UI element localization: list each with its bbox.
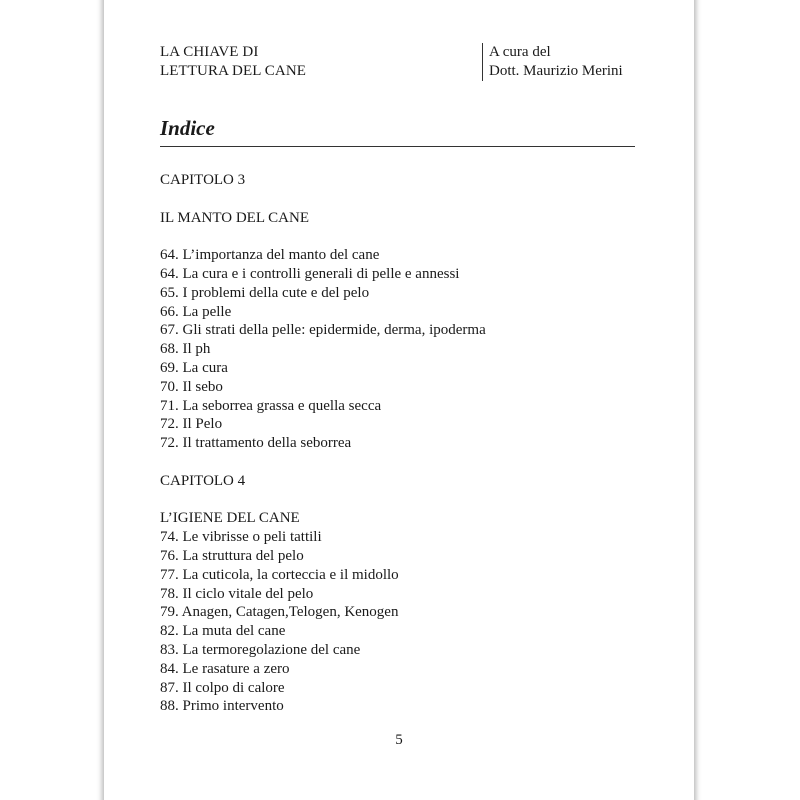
toc-entry[interactable]: 79. Anagen, Catagen,Telogen, Kenogen bbox=[160, 604, 399, 621]
toc-entry[interactable]: 84. Le rasature a zero bbox=[160, 660, 290, 677]
chapter-4-heading: L’IGIENE DEL CANE bbox=[160, 510, 300, 527]
book-title-line-2: LETTURA DEL CANE bbox=[160, 63, 307, 79]
toc-entry[interactable]: 68. Il ph bbox=[160, 341, 211, 358]
toc-entry[interactable]: 88. Primo intervento bbox=[160, 698, 284, 715]
toc-entry[interactable]: 65. I problemi della cute e del pelo bbox=[160, 284, 370, 301]
chapter-3-heading: IL MANTO DEL CANE bbox=[160, 209, 310, 226]
author-credit-line-2: Dott. Maurizio Merini bbox=[489, 63, 623, 79]
spacer bbox=[160, 227, 640, 246]
toc-entry[interactable]: 87. Il colpo di calore bbox=[160, 679, 285, 696]
toc-entry[interactable]: 83. La termoregolazione del cane bbox=[160, 641, 361, 658]
toc-entry[interactable]: 71. La seborrea grassa e quella secca bbox=[160, 397, 382, 414]
toc-entry[interactable]: 74. Le vibrisse o peli tattili bbox=[160, 529, 322, 546]
toc-entry[interactable]: 76. La struttura del pelo bbox=[160, 547, 304, 564]
toc-entry[interactable]: 82. La muta del cane bbox=[160, 623, 286, 640]
table-of-contents bbox=[160, 171, 640, 716]
spacer bbox=[160, 491, 640, 510]
chapter-3-label: CAPITOLO 3 bbox=[160, 172, 246, 188]
toc-entry[interactable]: 72. Il Pelo bbox=[160, 416, 223, 433]
toc-entry[interactable]: 64. L’importanza del manto del cane bbox=[160, 247, 380, 264]
page-title: Indice bbox=[160, 116, 215, 140]
chapter-4-label: CAPITOLO 4 bbox=[160, 472, 246, 489]
spacer bbox=[160, 190, 640, 209]
title-divider bbox=[160, 146, 635, 147]
toc-entry[interactable]: 78. Il ciclo vitale del pelo bbox=[160, 585, 314, 602]
toc-entry[interactable]: 77. La cuticola, la corteccia e il midollo bbox=[160, 566, 399, 583]
spacer bbox=[160, 453, 640, 472]
toc-entry[interactable]: 66. La pelle bbox=[160, 303, 232, 320]
toc-entry[interactable]: 67. Gli strati della pelle: epidermide, derma, ipoderma bbox=[160, 322, 486, 339]
author-credit-line-1: A cura del bbox=[489, 44, 551, 60]
toc-entry[interactable]: 64. La cura e i controlli generali di pelle e annessi bbox=[160, 265, 460, 282]
author-credit bbox=[482, 43, 623, 81]
toc-entry[interactable]: 72. Il trattamento della seborrea bbox=[160, 435, 352, 452]
book-title bbox=[160, 43, 306, 81]
toc-entry[interactable]: 70. Il sebo bbox=[160, 378, 223, 395]
document-page bbox=[104, 0, 694, 800]
book-title-line-1: LA CHIAVE DI bbox=[160, 44, 259, 60]
toc-entry[interactable]: 69. La cura bbox=[160, 359, 228, 376]
page-number: 5 bbox=[395, 732, 403, 748]
